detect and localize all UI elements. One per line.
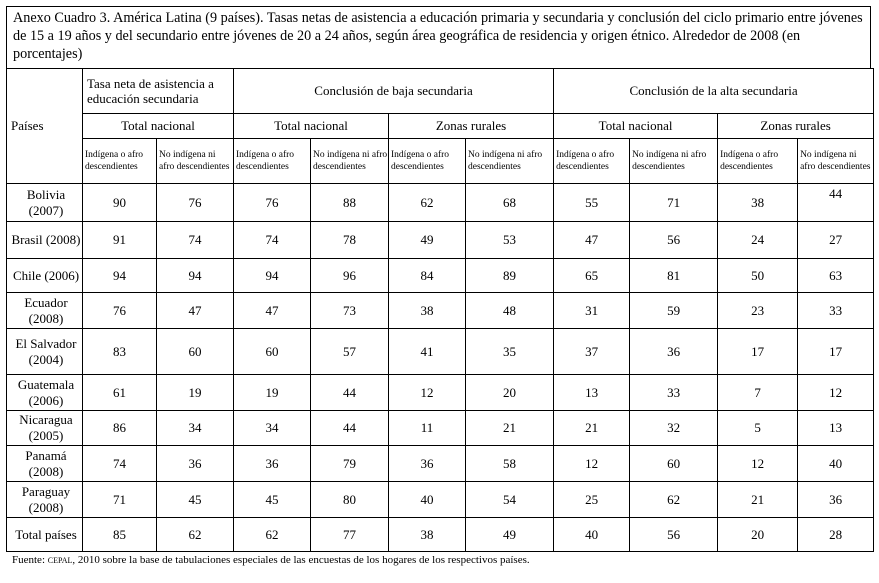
header-no-indigena: No indígena ni afro descendientes: [311, 139, 389, 184]
value-cell: 12: [554, 446, 630, 482]
value-cell: 36: [630, 329, 718, 375]
table-body: [7, 184, 874, 552]
table-row: [7, 293, 874, 329]
value-cell: 86: [83, 411, 157, 446]
value-cell: 90: [83, 184, 157, 222]
value-cell: 55: [554, 184, 630, 222]
value-cell: 47: [157, 293, 234, 329]
table-row: [7, 411, 874, 446]
value-cell: 77: [311, 518, 389, 552]
header-row-2: [7, 114, 874, 139]
value-cell: 62: [630, 482, 718, 518]
value-cell: 68: [466, 184, 554, 222]
value-cell: 85: [83, 518, 157, 552]
value-cell: 21: [466, 411, 554, 446]
value-cell: 33: [630, 375, 718, 411]
value-cell: 89: [466, 259, 554, 293]
country-cell: El Salvador (2004): [7, 329, 83, 375]
value-cell: 17: [798, 329, 874, 375]
value-cell: 19: [234, 375, 311, 411]
value-cell: 21: [718, 482, 798, 518]
country-cell: Brasil (2008): [7, 222, 83, 259]
source-prefix: Fuente:: [12, 554, 48, 566]
country-cell: Chile (2006): [7, 259, 83, 293]
value-cell: 27: [798, 222, 874, 259]
value-cell: 32: [630, 411, 718, 446]
value-cell: 49: [389, 222, 466, 259]
header-total-nacional: Total nacional: [83, 114, 234, 139]
country-cell: Total países: [7, 518, 83, 552]
table-row: [7, 222, 874, 259]
country-cell: Bolivia (2007): [7, 184, 83, 222]
value-cell: 45: [157, 482, 234, 518]
value-cell: 40: [554, 518, 630, 552]
header-tasa-neta: Tasa neta de asistencia a educación secundaria: [83, 69, 234, 114]
value-cell: 74: [157, 222, 234, 259]
value-cell: 36: [389, 446, 466, 482]
value-cell: 62: [389, 184, 466, 222]
value-cell: 76: [234, 184, 311, 222]
value-cell: 48: [466, 293, 554, 329]
header-indigena: Indígena o afro descendientes: [83, 139, 157, 184]
value-cell: 73: [311, 293, 389, 329]
value-cell: 74: [83, 446, 157, 482]
table-row: [7, 375, 874, 411]
table-row: [7, 518, 874, 552]
value-cell: 76: [157, 184, 234, 222]
source-note: [6, 554, 871, 566]
country-cell: Panamá (2008): [7, 446, 83, 482]
value-cell: 12: [798, 375, 874, 411]
value-cell: 5: [718, 411, 798, 446]
table-row: [7, 446, 874, 482]
value-cell: 34: [157, 411, 234, 446]
data-table: [6, 68, 874, 552]
value-cell: 28: [798, 518, 874, 552]
source-text: , 2010 sobre la base de tabulaciones especiales de las encuestas de los hogares de los respectivos países.: [72, 554, 530, 566]
value-cell: 34: [234, 411, 311, 446]
header-paises: Países: [7, 69, 83, 184]
value-cell: 78: [311, 222, 389, 259]
table-row: [7, 259, 874, 293]
header-indigena: Indígena o afro descendientes: [718, 139, 798, 184]
value-cell: 40: [389, 482, 466, 518]
country-cell: Paraguay (2008): [7, 482, 83, 518]
value-cell: 19: [157, 375, 234, 411]
header-total-nacional: Total nacional: [234, 114, 389, 139]
source-org: cepal: [47, 554, 73, 566]
value-cell: 44: [311, 375, 389, 411]
value-cell: 83: [83, 329, 157, 375]
value-cell: 24: [718, 222, 798, 259]
header-no-indigena: No indígena ni afro descendientes: [466, 139, 554, 184]
header-row-3: [7, 139, 874, 184]
value-cell: 31: [554, 293, 630, 329]
header-no-indigena: No indígena ni afro descendientes: [157, 139, 234, 184]
value-cell: 47: [234, 293, 311, 329]
value-cell: 36: [157, 446, 234, 482]
value-cell: 94: [83, 259, 157, 293]
value-cell: 62: [157, 518, 234, 552]
table-caption: Anexo Cuadro 3. América Latina (9 países). Tasas netas de asistencia a educación primaria y secundaria y conclusión del ciclo primario entre jóvenes de 15 a 19 años y del secundario entre jóvenes de 20 a 24 años, según área geográfica de residencia y origen étnico. Alrededor de 2008 (en porcentajes): [6, 6, 871, 68]
value-cell: 63: [798, 259, 874, 293]
header-indigena: Indígena o afro descendientes: [554, 139, 630, 184]
value-cell: 56: [630, 518, 718, 552]
value-cell: 94: [234, 259, 311, 293]
header-no-indigena: No indígena ni afro descendientes: [798, 139, 874, 184]
value-cell: 65: [554, 259, 630, 293]
value-cell: 57: [311, 329, 389, 375]
value-cell: 60: [234, 329, 311, 375]
value-cell: 13: [554, 375, 630, 411]
value-cell: 21: [554, 411, 630, 446]
value-cell: 45: [234, 482, 311, 518]
value-cell: 23: [718, 293, 798, 329]
header-conclusion-baja: Conclusión de baja secundaria: [234, 69, 554, 114]
value-cell: 38: [389, 518, 466, 552]
value-cell: 12: [389, 375, 466, 411]
value-cell: 7: [718, 375, 798, 411]
value-cell: 12: [718, 446, 798, 482]
table-row: [7, 184, 874, 222]
value-cell: 37: [554, 329, 630, 375]
value-cell: 36: [234, 446, 311, 482]
value-cell: 76: [83, 293, 157, 329]
header-zonas-rurales: Zonas rurales: [389, 114, 554, 139]
value-cell: 96: [311, 259, 389, 293]
value-cell: 38: [389, 293, 466, 329]
country-cell: Ecuador (2008): [7, 293, 83, 329]
value-cell: 25: [554, 482, 630, 518]
value-cell: 62: [234, 518, 311, 552]
value-cell: 71: [83, 482, 157, 518]
value-cell: 53: [466, 222, 554, 259]
value-cell: 59: [630, 293, 718, 329]
value-cell: 71: [630, 184, 718, 222]
country-cell: Nicaragua (2005): [7, 411, 83, 446]
table-row: [7, 482, 874, 518]
header-no-indigena: No indígena ni afro descendientes: [630, 139, 718, 184]
value-cell: 41: [389, 329, 466, 375]
value-cell: 61: [83, 375, 157, 411]
header-conclusion-alta: Conclusión de la alta secundaria: [554, 69, 874, 114]
value-cell: 94: [157, 259, 234, 293]
value-cell: 74: [234, 222, 311, 259]
value-cell: 81: [630, 259, 718, 293]
table-container: [6, 6, 871, 566]
value-cell: 20: [466, 375, 554, 411]
value-cell: 44: [311, 411, 389, 446]
header-row-1: [7, 69, 874, 114]
header-indigena: Indígena o afro descendientes: [389, 139, 466, 184]
header-total-nacional: Total nacional: [554, 114, 718, 139]
header-indigena: Indígena o afro descendientes: [234, 139, 311, 184]
value-cell: 47: [554, 222, 630, 259]
table-row: [7, 329, 874, 375]
value-cell: 20: [718, 518, 798, 552]
value-cell: 56: [630, 222, 718, 259]
value-cell: 91: [83, 222, 157, 259]
value-cell: 49: [466, 518, 554, 552]
value-cell: 84: [389, 259, 466, 293]
value-cell: 58: [466, 446, 554, 482]
value-cell: 60: [630, 446, 718, 482]
value-cell: 60: [157, 329, 234, 375]
value-cell: 80: [311, 482, 389, 518]
value-cell: 50: [718, 259, 798, 293]
value-cell: 44: [798, 184, 874, 222]
value-cell: 17: [718, 329, 798, 375]
header-zonas-rurales: Zonas rurales: [718, 114, 874, 139]
value-cell: 33: [798, 293, 874, 329]
value-cell: 54: [466, 482, 554, 518]
value-cell: 36: [798, 482, 874, 518]
value-cell: 79: [311, 446, 389, 482]
value-cell: 40: [798, 446, 874, 482]
value-cell: 38: [718, 184, 798, 222]
country-cell: Guatemala (2006): [7, 375, 83, 411]
value-cell: 11: [389, 411, 466, 446]
value-cell: 35: [466, 329, 554, 375]
value-cell: 13: [798, 411, 874, 446]
value-cell: 88: [311, 184, 389, 222]
